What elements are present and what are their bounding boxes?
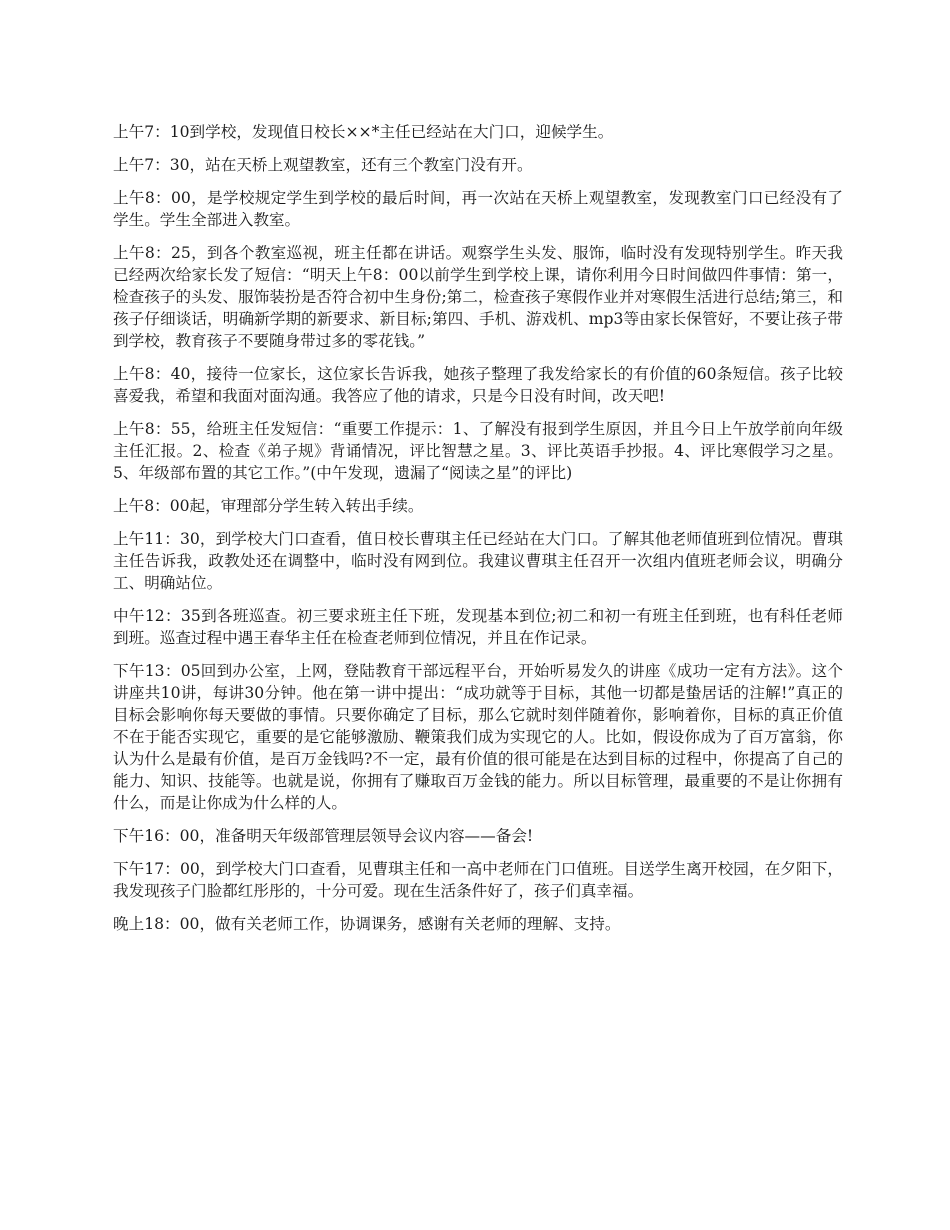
paragraph: 下午13：05回到办公室，上网，登陆教育干部远程平台，开始听易发久的讲座《成功一定有方法》。这个讲座共10讲，每讲30分钟。他在第一讲中提出：“成功就等于目标，其他一切都是蛰居话的注解!”真正的目标会影响你每天要做的事情。只要你确定了目标，那么它就时刻伴随着你，影响着你，目标的真正价值不在于能否实现它，重要的是它能够激励、鞭策我们成为实现它的人。比如，假设你成为了百万富翁，你认为什么是最有价值，是百万金钱吗?不一定，最有价值的很可能是在达到目标的过程中，你提高了自己的能力、知识、技能等。也就是说，你拥有了赚取百万金钱的能力。所以目标管理，最重要的不是让你拥有什么，而是让你成为什么样的人。 [113,662,843,812]
paragraph: 晚上18：00，做有关老师工作，协调课务，感谢有关老师的理解、支持。 [113,915,621,933]
paragraph: 上午7：10到学校，发现值日校长××*主任已经站在大门口，迎候学生。 [113,123,614,141]
document-body [113,121,843,946]
paragraph: 中午12：35到各班巡查。初三要求班主任下班，发现基本到位;初二和初一有班主任到班，也有科任老师到班。巡查过程中遇王春华主任在检查老师到位情况，并且在作记录。 [113,607,843,647]
paragraph: 上午8：55，给班主任发短信：“重要工作提示：1、了解没有报到学生原因，并且今日上午放学前向年级主任汇报。2、检查《弟子规》背诵情况，评比智慧之星。3、评比英语手抄报。4、评比寒假学习之星。5、年级部布置的其它工作。”(中午发现，遗漏了“阅读之星”的评比) [113,420,843,482]
paragraph: 上午8：00起，审理部分学生转入转出手续。 [113,497,424,515]
paragraph: 上午11：30，到学校大门口查看，值日校长曹琪主任已经站在大门口。了解其他老师值班到位情况。曹琪主任告诉我，政教处还在调整中，临时没有网到位。我建议曹琪主任召开一次组内值班老师会议，明确分工、明确站位。 [113,530,843,592]
paragraph: 上午8：00，是学校规定学生到学校的最后时间，再一次站在天桥上观望教室，发现教室门口已经没有了学生。学生全部进入教室。 [113,189,843,229]
paragraph: 上午8：25，到各个教室巡视，班主任都在讲话。观察学生头发、服饰，临时没有发现特别学生。昨天我已经两次给家长发了短信：“明天上午8：00以前学生到学校上课，请你利用今日时间做四件事情：第一，检查孩子的头发、服饰装扮是否符合初中生身份;第二，检查孩子寒假作业并对寒假生活进行总结;第三，和孩子仔细谈话，明确新学期的新要求、新目标;第四、手机、游戏机、mp3等由家长保管好，不要让孩子带到学校，教育孩子不要随身带过多的零花钱。” [113,244,843,350]
paragraph: 下午17：00，到学校大门口查看，见曹琪主任和一高中老师在门口值班。目送学生离开校园，在夕阳下，我发现孩子门脸都红彤彤的，十分可爱。现在生活条件好了，孩子们真幸福。 [113,860,843,900]
paragraph: 下午16：00，准备明天年级部管理层领导会议内容——备会! [113,827,534,845]
paragraph: 上午8：40，接待一位家长，这位家长告诉我，她孩子整理了我发给家长的有价值的60条短信。孩子比较喜爱我，希望和我面对面沟通。我答应了他的请求，只是今日没有时间，改天吧! [113,365,843,405]
paragraph: 上午7：30，站在天桥上观望教室，还有三个教室门没有开。 [113,156,533,174]
